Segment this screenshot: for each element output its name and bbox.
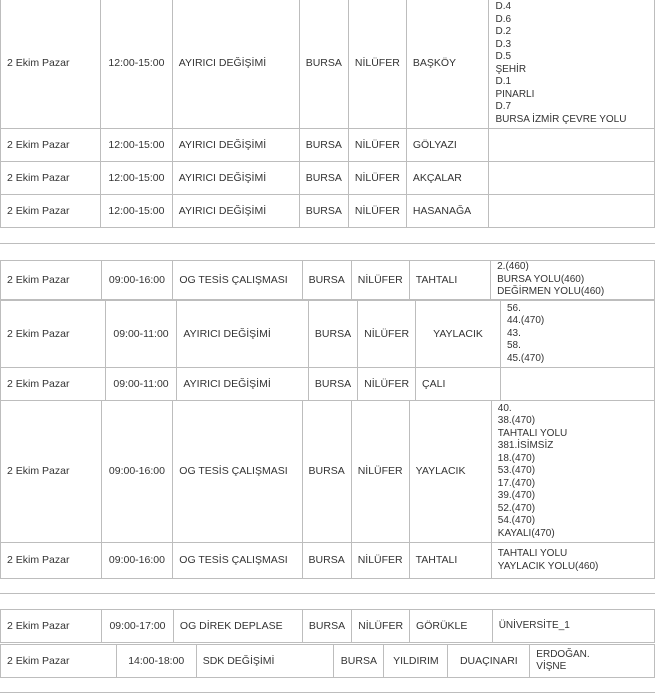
street-item: 381.İSİMSİZ [497, 440, 554, 452]
table-row [1, 261, 655, 300]
street-item: KAYALI(470) [497, 527, 555, 539]
district-cell: NİLÜFER [348, 195, 406, 228]
district-cell: NİLÜFER [348, 162, 406, 195]
streets-cell [491, 401, 654, 543]
work-cell: AYIRICI DEĞİŞİMİ [172, 195, 299, 228]
work-cell: AYIRICI DEĞİŞİMİ [177, 301, 309, 368]
area-cell: YAYLACIK [416, 301, 501, 368]
time-cell: 12:00-15:00 [101, 0, 173, 129]
date-cell: 2 Ekim Pazar [1, 543, 102, 579]
street-item: VİŞNE [536, 661, 567, 672]
area-cell: ÇALI [416, 368, 501, 401]
street-item: D.4 [495, 1, 512, 12]
outage-table-block-6 [0, 644, 655, 678]
work-cell: OG TESİS ÇALIŞMASI [173, 401, 302, 543]
time-cell: 09:00-11:00 [105, 368, 177, 401]
street-item: DEĞİRMEN YOLU(460) [497, 286, 605, 297]
street-item: 56. [506, 302, 521, 314]
time-cell: 14:00-18:00 [116, 645, 196, 678]
district-cell: NİLÜFER [358, 301, 416, 368]
table-row [1, 162, 655, 195]
street-item: YAYLACIK YOLU(460) [497, 560, 599, 572]
table-row [1, 0, 655, 129]
time-cell: 09:00-16:00 [101, 261, 173, 300]
street-item: 39.(470) [497, 490, 536, 502]
work-cell: AYIRICI DEĞİŞİMİ [172, 129, 299, 162]
street-item: D.2 [495, 26, 512, 37]
streets-cell [530, 645, 655, 678]
city-cell: BURSA [334, 645, 384, 678]
streets-cell [492, 610, 654, 643]
district-cell: NİLÜFER [352, 610, 410, 643]
table-row [1, 195, 655, 228]
streets-cell [489, 129, 655, 162]
time-cell: 12:00-15:00 [101, 195, 173, 228]
work-cell: AYIRICI DEĞİŞİMİ [177, 368, 309, 401]
city-cell: BURSA [299, 162, 348, 195]
area-cell: AKÇALAR [406, 162, 489, 195]
time-cell: 09:00-16:00 [101, 543, 173, 579]
work-cell: OG TESİS ÇALIŞMASI [173, 543, 302, 579]
date-cell: 2 Ekim Pazar [1, 301, 106, 368]
streets-cell [489, 0, 655, 129]
work-cell: SDK DEĞİŞİMİ [196, 645, 334, 678]
divider [0, 593, 655, 594]
street-item: ŞEHİR [495, 63, 527, 75]
street-item: 45.(470) [506, 352, 545, 364]
date-cell: 2 Ekim Pazar [1, 368, 106, 401]
streets-cell [489, 162, 655, 195]
outage-table-block-2 [0, 260, 655, 300]
street-item: 53.(470) [497, 465, 536, 477]
divider [0, 243, 655, 244]
city-cell: BURSA [302, 401, 351, 543]
city-cell: BURSA [302, 610, 351, 643]
table-row [1, 368, 655, 401]
outage-table-block-3 [0, 300, 655, 401]
time-cell: 09:00-17:00 [102, 610, 174, 643]
area-cell: HASANAĞA [406, 195, 489, 228]
street-item: TAHTALI YOLU [497, 548, 568, 559]
date-cell: 2 Ekim Pazar [1, 162, 101, 195]
street-item: 17.(470) [497, 477, 536, 489]
city-cell: BURSA [299, 129, 348, 162]
district-cell: NİLÜFER [348, 0, 406, 129]
area-cell: BAŞKÖY [406, 0, 489, 129]
divider [0, 692, 655, 693]
street-item: D.1 [495, 76, 512, 87]
street-item: PINARLI [495, 88, 535, 100]
street-item: 38.(470) [497, 415, 536, 427]
table-row [1, 543, 655, 579]
street-item: 18.(470) [497, 452, 536, 464]
work-cell: AYIRICI DEĞİŞİMİ [172, 0, 299, 129]
street-item: D.6 [495, 13, 512, 25]
time-cell: 09:00-11:00 [105, 301, 177, 368]
date-cell: 2 Ekim Pazar [1, 645, 117, 678]
date-cell: 2 Ekim Pazar [1, 195, 101, 228]
city-cell: BURSA [299, 0, 348, 129]
streets-cell [491, 261, 655, 300]
table-row [1, 645, 655, 678]
district-cell: NİLÜFER [358, 368, 416, 401]
date-cell: 2 Ekim Pazar [1, 0, 101, 129]
area-cell: TAHTALI [409, 261, 490, 300]
time-cell: 12:00-15:00 [101, 162, 173, 195]
district-cell: NİLÜFER [348, 129, 406, 162]
city-cell: BURSA [308, 301, 357, 368]
street-item: 2.(460) [497, 261, 529, 272]
street-item: D.5 [495, 51, 512, 62]
street-item: 44.(470) [506, 315, 545, 327]
work-cell: AYIRICI DEĞİŞİMİ [172, 162, 299, 195]
street-item: TAHTALI YOLU [497, 427, 568, 439]
street-item: 40. [497, 402, 512, 414]
city-cell: BURSA [302, 261, 351, 300]
area-cell: GÖLYAZI [406, 129, 489, 162]
outage-table-block-1 [0, 0, 655, 228]
street-item: ERDOĞAN. [536, 648, 590, 660]
street-item: 52.(470) [497, 502, 536, 514]
streets-cell [500, 301, 654, 368]
date-cell: 2 Ekim Pazar [1, 610, 102, 643]
area-cell: YAYLACIK [409, 401, 491, 543]
streets-cell [500, 368, 654, 401]
street-item: ÜNİVERSİTE_1 [498, 619, 570, 631]
time-cell: 12:00-15:00 [101, 129, 173, 162]
table-row [1, 301, 655, 368]
street-item: 43. [506, 327, 521, 339]
district-cell: YILDIRIM [384, 645, 448, 678]
date-cell: 2 Ekim Pazar [1, 401, 102, 543]
area-cell: DUAÇINARI [448, 645, 530, 678]
city-cell: BURSA [308, 368, 357, 401]
district-cell: NİLÜFER [351, 261, 409, 300]
streets-cell [489, 195, 655, 228]
outage-table-block-5 [0, 609, 655, 643]
street-item: BURSA İZMİR ÇEVRE YOLU [495, 113, 627, 125]
table-row [1, 610, 655, 643]
table-row [1, 401, 655, 543]
work-cell: OG DİREK DEPLASE [173, 610, 302, 643]
outage-table-block-4 [0, 400, 655, 579]
date-cell: 2 Ekim Pazar [1, 129, 101, 162]
city-cell: BURSA [299, 195, 348, 228]
date-cell: 2 Ekim Pazar [1, 261, 102, 300]
district-cell: NİLÜFER [351, 543, 409, 579]
area-cell: GÖRÜKLE [410, 610, 493, 643]
time-cell: 09:00-16:00 [101, 401, 173, 543]
street-item: D.7 [495, 101, 512, 112]
streets-cell [491, 543, 654, 579]
city-cell: BURSA [302, 543, 351, 579]
street-item: 54.(470) [497, 515, 536, 527]
table-row [1, 129, 655, 162]
district-cell: NİLÜFER [351, 401, 409, 543]
work-cell: OG TESİS ÇALIŞMASI [173, 261, 302, 300]
street-item: D.3 [495, 38, 512, 50]
street-item: BURSA YOLU(460) [497, 273, 585, 285]
area-cell: TAHTALI [409, 543, 491, 579]
street-item: 58. [506, 340, 521, 352]
